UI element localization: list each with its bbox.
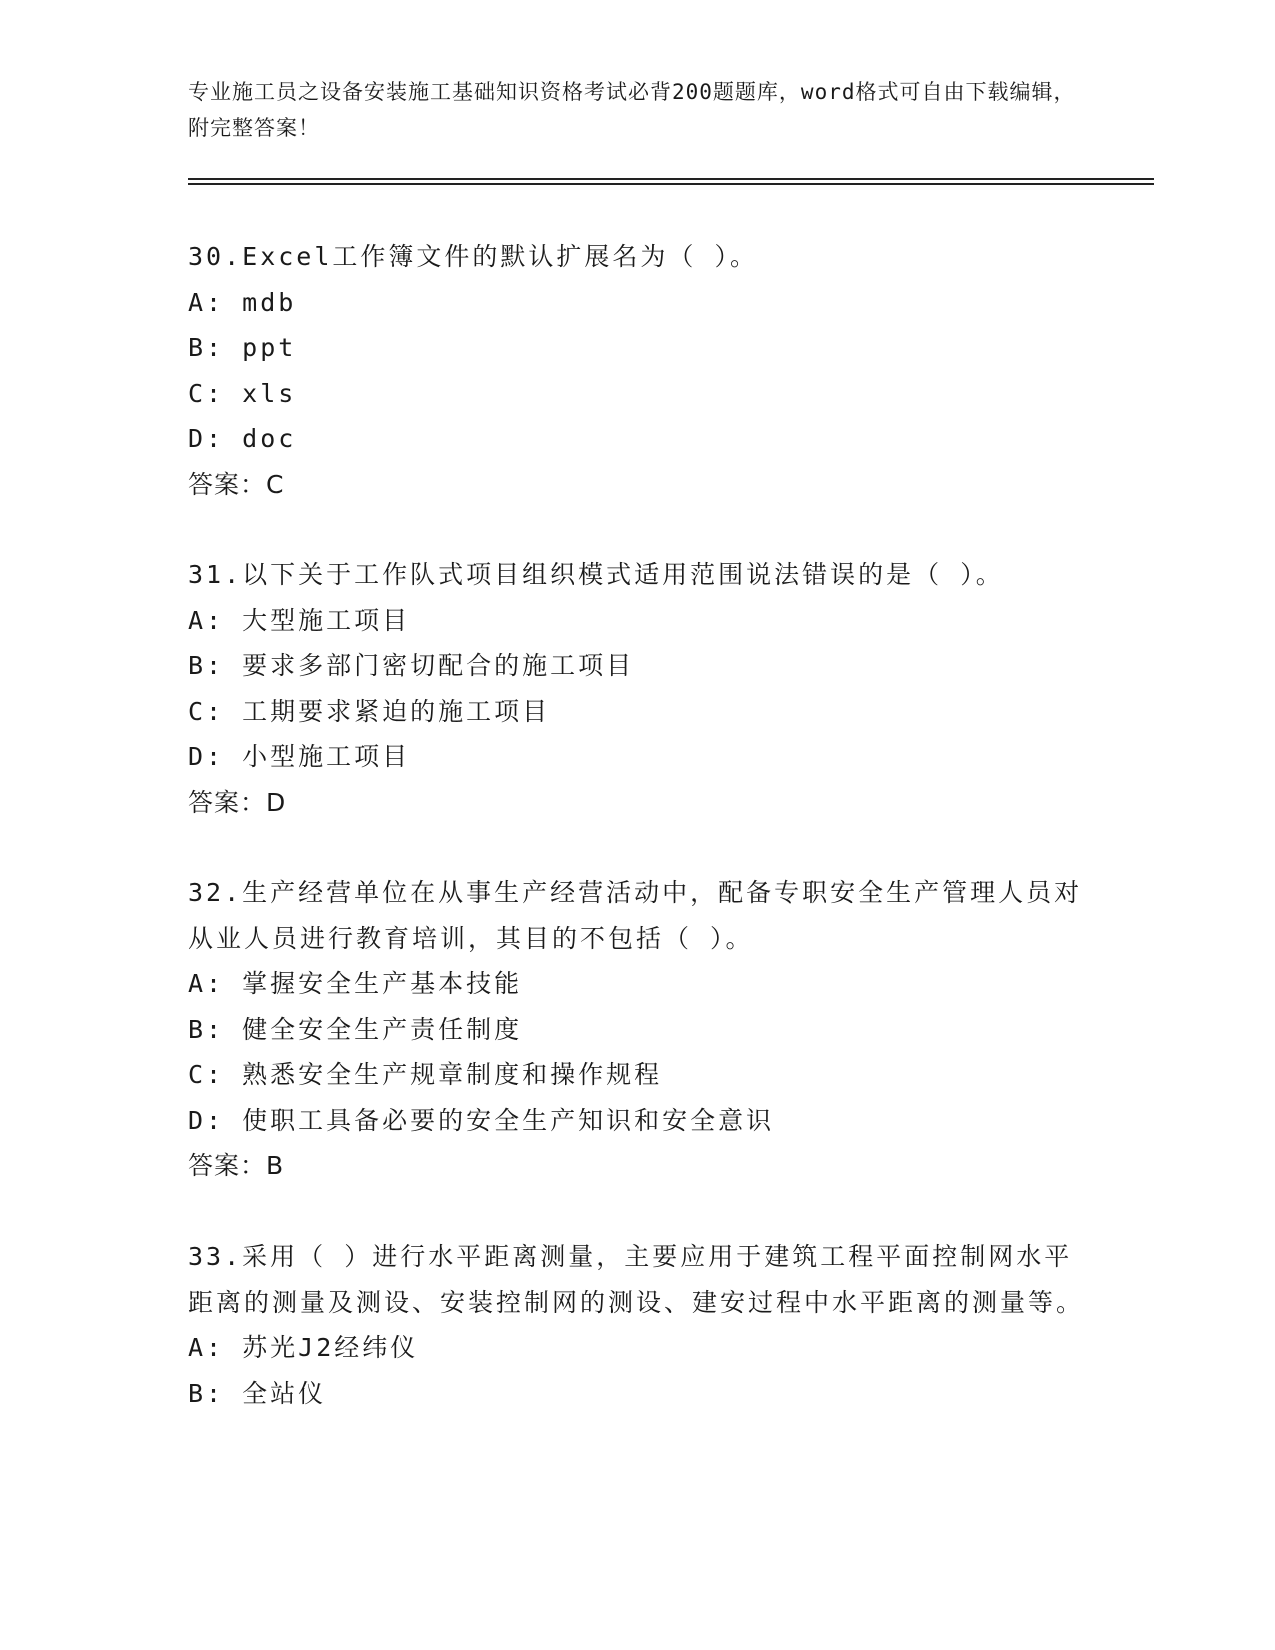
header-rule-top bbox=[188, 178, 1154, 180]
question-stem: 30.Excel工作簿文件的默认扩展名为（ ）。 bbox=[188, 242, 758, 271]
option-c: C: 工期要求紧迫的施工项目 bbox=[188, 696, 551, 726]
answer-label: 答案：C bbox=[188, 469, 285, 499]
option-d: D: 使职工具备必要的安全生产知识和安全意识 bbox=[188, 1105, 775, 1135]
answer-label: 答案：D bbox=[188, 787, 287, 817]
question-stem: 32.生产经营单位在从事生产经营活动中，配备专职安全生产管理人员对从业人员进行教育培训，其目的不包括（ ）。 bbox=[188, 878, 1083, 953]
question-31 bbox=[188, 552, 1088, 825]
option-d: D: doc bbox=[188, 424, 297, 453]
question-33 bbox=[188, 1234, 1088, 1416]
answer-label: 答案：B bbox=[188, 1151, 285, 1180]
question-30 bbox=[188, 234, 1088, 507]
option-c: C: 熟悉安全生产规章制度和操作规程 bbox=[188, 1060, 663, 1089]
question-32 bbox=[188, 870, 1088, 1189]
option-b: B: 要求多部门密切配合的施工项目 bbox=[188, 651, 635, 680]
option-b: B: 全站仪 bbox=[188, 1378, 327, 1408]
option-a: A: 掌握安全生产基本技能 bbox=[188, 969, 523, 998]
question-stem: 31.以下关于工作队式项目组织模式适用范围说法错误的是（ ）。 bbox=[188, 560, 1004, 589]
header-rule-bottom bbox=[188, 183, 1154, 185]
option-a: A: 大型施工项目 bbox=[188, 605, 411, 635]
question-stem: 33.采用（ ）进行水平距离测量，主要应用于建筑工程平面控制网水平距离的测量及测设、安装控制网的测设、建安过程中水平距离的测量等。 bbox=[188, 1242, 1085, 1317]
option-b: B: ppt bbox=[188, 333, 297, 362]
document-title: 专业施工员之设备安装施工基础知识资格考试必背200题题库，word格式可自由下载编辑，附完整答案！ bbox=[188, 80, 1076, 140]
option-a: A: mdb bbox=[188, 287, 297, 317]
option-b: B: 健全安全生产责任制度 bbox=[188, 1014, 523, 1044]
option-c: C: xls bbox=[188, 378, 297, 408]
option-d: D: 小型施工项目 bbox=[188, 742, 411, 771]
option-a: A: 苏光J2经纬仪 bbox=[188, 1333, 419, 1362]
